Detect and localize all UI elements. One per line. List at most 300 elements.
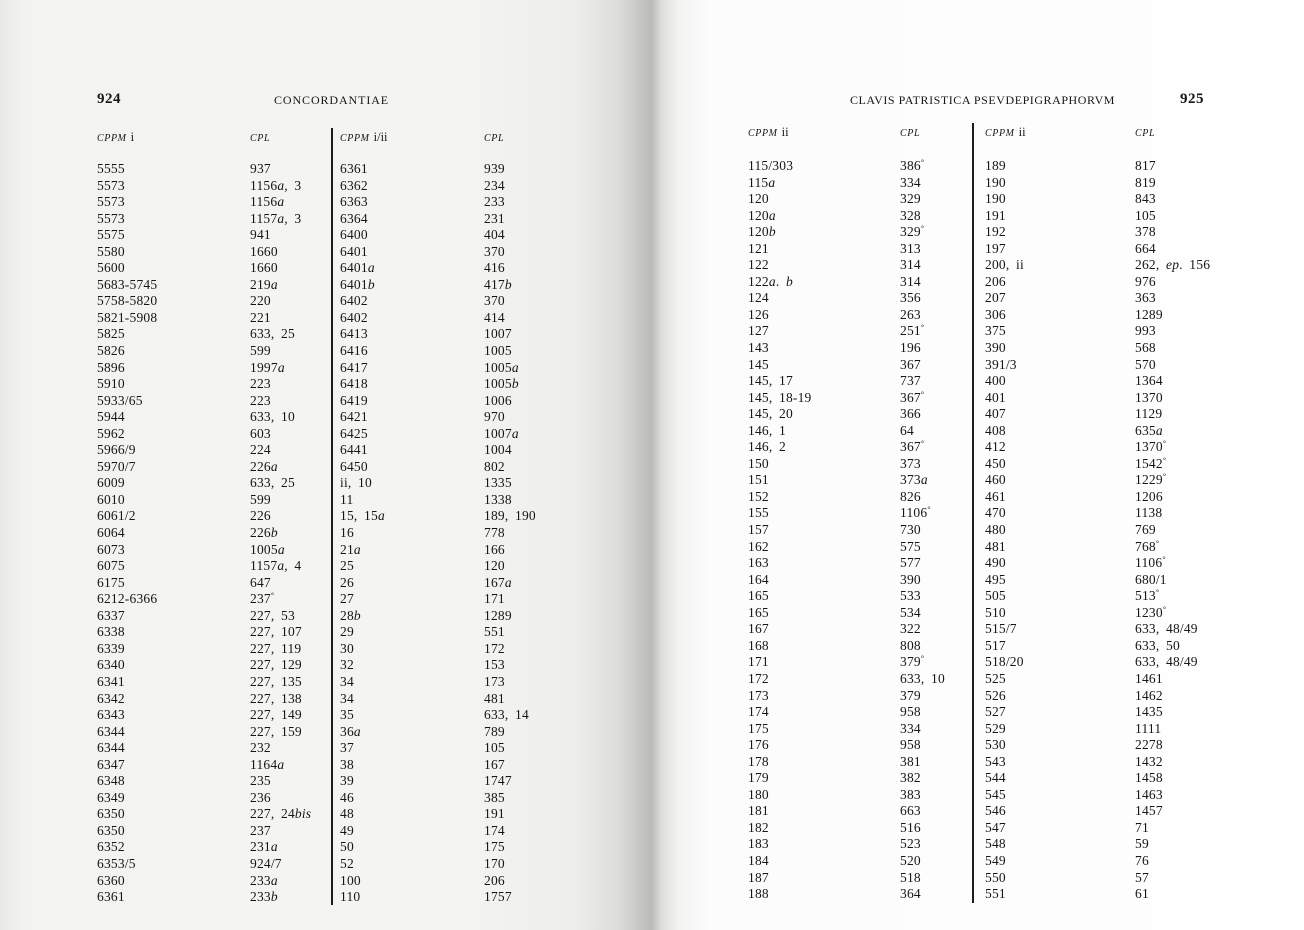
table-cell: 817	[1135, 158, 1156, 173]
table-cell: 236	[250, 789, 271, 805]
table-cell: 547	[985, 819, 1006, 835]
table-cell: 227, 138	[250, 690, 302, 706]
table-cell: 6413	[340, 326, 368, 342]
table-cell: 57	[1135, 869, 1149, 885]
table-cell: 470	[985, 505, 1006, 521]
cell-list	[900, 158, 945, 903]
table-cell: 165	[748, 604, 769, 620]
table-cell: 183	[748, 836, 769, 852]
table-cell: 6350	[97, 822, 125, 838]
table-cell: 175	[484, 839, 505, 855]
table-cell: 153	[484, 657, 505, 673]
table-cell: 1432	[1135, 753, 1163, 769]
table-cell: 633, 50	[1135, 637, 1180, 653]
table-cell: 664	[1135, 240, 1156, 256]
table-cell: 170	[484, 855, 505, 871]
header-suffix: i/ii	[373, 130, 388, 144]
header-suffix: i	[130, 130, 135, 144]
column-cppm-ii	[748, 124, 812, 903]
table-cell: 227, 129	[250, 657, 302, 673]
table-cell: 233a	[250, 872, 278, 888]
cell-list	[250, 161, 311, 906]
table-cell: 1462	[1135, 687, 1163, 703]
table-cell: 262, ep. 156	[1135, 257, 1211, 273]
table-cell: 6344	[97, 723, 125, 739]
table-cell: 176	[748, 737, 769, 753]
table-cell: 190	[985, 174, 1006, 190]
table-cell: 5944	[97, 409, 125, 425]
table-cell: 187	[748, 869, 769, 885]
table-cell: 5575	[97, 227, 125, 243]
table-cell: 1997a	[250, 359, 285, 375]
table-cell: 237°	[250, 591, 275, 607]
table-cell: 6402	[340, 309, 368, 325]
table-cell: 769	[1135, 522, 1156, 538]
table-cell: 513°	[1135, 588, 1160, 604]
table-cell: 306	[985, 306, 1006, 322]
table-cell: 178	[748, 753, 769, 769]
table-cell: 6362	[340, 177, 368, 193]
table-cell: 1747	[484, 773, 512, 789]
table-cell: 6353/5	[97, 855, 136, 871]
table-cell: 226	[250, 508, 271, 524]
table-cell: 525	[985, 670, 1006, 686]
table-cell: 145, 17	[748, 373, 793, 389]
table-cell: 50	[340, 839, 354, 855]
table-cell: 35	[340, 707, 354, 723]
table-cell: 6401b	[340, 276, 375, 292]
column-divider	[972, 123, 974, 903]
table-cell: 191	[484, 806, 505, 822]
table-cell: 6363	[340, 194, 368, 210]
table-cell: 401	[985, 389, 1006, 405]
table-cell: 21a	[340, 541, 361, 557]
table-cell: 577	[900, 555, 921, 571]
cell-list	[1135, 158, 1210, 903]
table-cell: 1335	[484, 475, 512, 491]
table-cell: 417b	[484, 276, 512, 292]
table-cell: 480	[985, 522, 1006, 538]
column-cppm-i	[97, 129, 157, 906]
table-cell: 227, 135	[250, 673, 302, 689]
table-cell: 529	[985, 720, 1006, 736]
table-cell: 976	[1135, 273, 1156, 289]
table-cell: 383	[900, 786, 921, 802]
header-abbr: CPPM	[985, 128, 1015, 139]
table-cell: 6364	[340, 210, 368, 226]
header-abbr: CPPM	[340, 133, 370, 144]
table-cell: 516	[900, 819, 921, 835]
table-cell: 6419	[340, 392, 368, 408]
table-cell: 6425	[340, 425, 368, 441]
table-cell: 220	[250, 293, 271, 309]
table-cell: 2278	[1135, 737, 1163, 753]
table-cell: 1757	[484, 889, 512, 905]
table-cell: 232	[250, 740, 271, 756]
table-cell: 5826	[97, 343, 125, 359]
table-cell: 1111	[1135, 720, 1162, 736]
table-cell: 30	[340, 640, 354, 656]
header-abbr: CPL	[1135, 128, 1156, 139]
table-cell: 76	[1135, 852, 1149, 868]
table-cell: 575	[900, 538, 921, 554]
table-cell: 5962	[97, 425, 125, 441]
table-cell: 363	[1135, 290, 1156, 306]
table-cell: 958	[900, 704, 921, 720]
table-cell: 162	[748, 538, 769, 554]
table-cell: 174	[484, 822, 505, 838]
table-cell: 15, 15a	[340, 508, 385, 524]
table-cell: 370	[484, 243, 505, 259]
table-cell: 6402	[340, 293, 368, 309]
cell-list	[340, 161, 388, 906]
table-cell: 633, 10	[900, 670, 945, 686]
table-cell: 207	[985, 290, 1006, 306]
table-cell: 334	[900, 720, 921, 736]
table-cell: 633, 48/49	[1135, 654, 1198, 670]
table-cell: 182	[748, 819, 769, 835]
table-cell: 5573	[97, 210, 125, 226]
table-cell: 190	[985, 191, 1006, 207]
table-cell: 206	[484, 872, 505, 888]
table-cell: 937	[250, 161, 271, 176]
table-cell: 100	[340, 872, 361, 888]
table-cell: 550	[985, 869, 1006, 885]
table-cell: 533	[900, 588, 921, 604]
table-cell: 6421	[340, 409, 368, 425]
table-cell: 802	[484, 458, 505, 474]
table-cell: 843	[1135, 191, 1156, 207]
table-cell: 1289	[484, 607, 512, 623]
column-cpl	[484, 129, 536, 906]
table-cell: 1157a, 3	[250, 210, 302, 226]
header-suffix: ii	[781, 125, 789, 139]
table-cell: 152	[748, 488, 769, 504]
column-cppm-i-ii	[340, 129, 388, 906]
table-cell: 38	[340, 756, 354, 772]
table-cell: 39	[340, 773, 354, 789]
table-cell: 313	[900, 240, 921, 256]
table-cell: 1007	[484, 326, 512, 342]
table-cell: 1106°	[1135, 555, 1166, 571]
table-cell: 322	[900, 621, 921, 637]
table-cell: 523	[900, 836, 921, 852]
table-cell: 226a	[250, 458, 278, 474]
table-cell: 599	[250, 343, 271, 359]
table-cell: 924/7	[250, 855, 282, 871]
table-cell: 26	[340, 574, 354, 590]
table-cell: 188	[748, 886, 769, 902]
table-cell: 6338	[97, 624, 125, 640]
header-abbr: CPPM	[748, 128, 778, 139]
table-cell: 382	[900, 770, 921, 786]
table-cell: 386°	[900, 158, 925, 173]
table-cell: 105	[1135, 207, 1156, 223]
table-cell: 534	[900, 604, 921, 620]
table-cell: 1229°	[1135, 472, 1167, 488]
table-cell: 6360	[97, 872, 125, 888]
table-cell: 115/303	[748, 158, 794, 173]
right-page	[652, 0, 1304, 930]
table-cell: 548	[985, 836, 1006, 852]
table-cell: 196	[900, 340, 921, 356]
running-head: CONCORDANTIAE	[274, 93, 390, 107]
table-cell: 48	[340, 806, 354, 822]
table-cell: 5821-5908	[97, 309, 158, 325]
table-cell: 146, 1	[748, 422, 786, 438]
table-cell: 329°	[900, 224, 925, 240]
table-cell: 1660	[250, 243, 278, 259]
table-cell: 1660	[250, 260, 278, 276]
table-cell: 334	[900, 174, 921, 190]
table-cell: 219a	[250, 276, 278, 292]
table-cell: 6348	[97, 773, 125, 789]
header-abbr: CPPM	[97, 133, 127, 144]
table-cell: 1461	[1135, 670, 1163, 686]
table-cell: 1006	[484, 392, 512, 408]
table-cell: 226b	[250, 525, 278, 541]
table-cell: 5896	[97, 359, 125, 375]
table-cell: 29	[340, 624, 354, 640]
table-cell: 227, 149	[250, 707, 302, 723]
column-cpl	[250, 129, 311, 906]
table-cell: 179	[748, 770, 769, 786]
table-cell: 157	[748, 522, 769, 538]
table-cell: 543	[985, 753, 1006, 769]
table-cell: 168	[748, 637, 769, 653]
table-cell: 25	[340, 558, 354, 574]
table-cell: 223	[250, 392, 271, 408]
table-cell: 227, 53	[250, 607, 295, 623]
table-cell: 6344	[97, 740, 125, 756]
table-cell: 6441	[340, 442, 368, 458]
table-cell: 1157a, 4	[250, 558, 302, 574]
table-cell: 390	[985, 340, 1006, 356]
table-cell: 939	[484, 161, 505, 176]
table-cell: 1007a	[484, 425, 519, 441]
table-cell: 6416	[340, 343, 368, 359]
table-cell: 184	[748, 852, 769, 868]
table-cell: 231	[484, 210, 505, 226]
table-cell: 603	[250, 425, 271, 441]
table-cell: 1005a	[484, 359, 519, 375]
table-cell: 180	[748, 786, 769, 802]
table-cell: 61	[1135, 886, 1149, 902]
table-cell: 145, 18-19	[748, 389, 812, 405]
table-cell: 993	[1135, 323, 1156, 339]
table-cell: 1206	[1135, 488, 1163, 504]
table-cell: 481	[985, 538, 1006, 554]
table-cell: 6350	[97, 806, 125, 822]
table-cell: 633, 48/49	[1135, 621, 1198, 637]
table-cell: 120a	[748, 207, 776, 223]
table-cell: ii, 10	[340, 475, 372, 491]
table-cell: 314	[900, 257, 921, 273]
table-cell: 941	[250, 227, 271, 243]
table-cell: 71	[1135, 819, 1149, 835]
table-cell: 414	[484, 309, 505, 325]
table-cell: 416	[484, 260, 505, 276]
column-header	[340, 129, 388, 145]
table-cell: 234	[484, 177, 505, 193]
table-cell: 6352	[97, 839, 125, 855]
cell-list	[484, 161, 536, 906]
table-cell: 126	[748, 306, 769, 322]
table-cell: 5910	[97, 376, 125, 392]
table-cell: 6341	[97, 673, 125, 689]
table-cell: 49	[340, 822, 354, 838]
header-abbr: CPL	[250, 133, 271, 144]
table-cell: 481	[484, 690, 505, 706]
table-cell: 517	[985, 637, 1006, 653]
table-cell: 356	[900, 290, 921, 306]
table-cell: 518/20	[985, 654, 1024, 670]
table-cell: 1005a	[250, 541, 285, 557]
cell-list	[748, 158, 812, 903]
header-suffix: ii	[1018, 125, 1026, 139]
table-cell: 163	[748, 555, 769, 571]
table-cell: 461	[985, 488, 1006, 504]
table-cell: 551	[484, 624, 505, 640]
table-cell: 6450	[340, 458, 368, 474]
table-cell: 367°	[900, 389, 925, 405]
table-cell: 549	[985, 852, 1006, 868]
table-cell: 1156a	[250, 194, 285, 210]
column-cpl	[900, 124, 945, 903]
table-cell: 490	[985, 555, 1006, 571]
table-cell: 379°	[900, 654, 925, 670]
table-cell: 52	[340, 855, 354, 871]
table-cell: 1106°	[900, 505, 931, 521]
table-cell: 633, 10	[250, 409, 295, 425]
table-cell: 364	[900, 886, 921, 902]
table-cell: 546	[985, 803, 1006, 819]
table-cell: 366	[900, 406, 921, 422]
table-cell: 568	[1135, 340, 1156, 356]
table-cell: 120	[484, 558, 505, 574]
table-cell: 5825	[97, 326, 125, 342]
table-cell: 221	[250, 309, 271, 325]
table-cell: 36a	[340, 723, 361, 739]
table-cell: 1005b	[484, 376, 519, 392]
table-cell: 819	[1135, 174, 1156, 190]
table-cell: 6337	[97, 607, 125, 623]
table-cell: 599	[250, 491, 271, 507]
table-cell: 227, 24bis	[250, 806, 312, 822]
table-cell: 121	[748, 240, 769, 256]
table-cell: 518	[900, 869, 921, 885]
page-number: 924	[97, 91, 121, 107]
table-cell: 28b	[340, 607, 361, 623]
table-cell: 633, 14	[484, 707, 529, 723]
table-cell: 233	[484, 194, 505, 210]
table-cell: 171	[484, 591, 505, 607]
table-cell: 34	[340, 690, 354, 706]
table-cell: 127	[748, 323, 769, 339]
table-cell: 6401	[340, 243, 368, 259]
table-cell: 122	[748, 257, 769, 273]
table-cell: 16	[340, 525, 354, 541]
table-cell: 166	[484, 541, 505, 557]
table-cell: 1364	[1135, 373, 1163, 389]
table-cell: 495	[985, 571, 1006, 587]
table-cell: 808	[900, 637, 921, 653]
table-cell: 164	[748, 571, 769, 587]
table-cell: 633, 25	[250, 475, 295, 491]
table-cell: 1458	[1135, 770, 1163, 786]
cell-list	[97, 161, 157, 906]
table-cell: 373	[900, 455, 921, 471]
table-cell: 1289	[1135, 306, 1163, 322]
table-cell: 385	[484, 789, 505, 805]
table-cell: 510	[985, 604, 1006, 620]
table-cell: 826	[900, 488, 921, 504]
table-cell: 5580	[97, 243, 125, 259]
table-cell: 1138	[1135, 505, 1163, 521]
table-cell: 6339	[97, 640, 125, 656]
table-cell: 6361	[340, 161, 368, 176]
table-cell: 27	[340, 591, 354, 607]
table-cell: 551	[985, 886, 1006, 902]
table-cell: 404	[484, 227, 505, 243]
table-cell: 227, 107	[250, 624, 302, 640]
table-cell: 174	[748, 704, 769, 720]
table-cell: 224	[250, 442, 271, 458]
table-cell: 155	[748, 505, 769, 521]
table-cell: 391/3	[985, 356, 1017, 372]
table-cell: 145	[748, 356, 769, 372]
table-cell: 6175	[97, 574, 125, 590]
table-cell: 545	[985, 786, 1006, 802]
table-cell: 1463	[1135, 786, 1163, 802]
column-cpl	[1135, 124, 1210, 903]
table-cell: 450	[985, 455, 1006, 471]
table-cell: 6009	[97, 475, 125, 491]
table-cell: 6342	[97, 690, 125, 706]
table-cell: 1156a, 3	[250, 177, 302, 193]
header-abbr: CPL	[900, 128, 921, 139]
table-cell: 200, ii	[985, 257, 1024, 273]
table-cell: 143	[748, 340, 769, 356]
table-cell: 378	[1135, 224, 1156, 240]
table-cell: 173	[484, 673, 505, 689]
table-cell: 635a	[1135, 422, 1163, 438]
table-cell: 505	[985, 588, 1006, 604]
table-cell: 5600	[97, 260, 125, 276]
table-cell: 105	[484, 740, 505, 756]
table-cell: 1005	[484, 343, 512, 359]
column-header	[900, 124, 945, 140]
table-cell: 737	[900, 373, 921, 389]
table-cell: 64	[900, 422, 914, 438]
table-cell: 5573	[97, 177, 125, 193]
column-divider	[331, 128, 333, 905]
table-cell: 570	[1135, 356, 1156, 372]
table-cell: 233b	[250, 889, 278, 905]
table-cell: 970	[484, 409, 505, 425]
table-cell: 165	[748, 588, 769, 604]
column-cppm-ii	[985, 124, 1026, 903]
table-cell: 5573	[97, 194, 125, 210]
table-cell: 227, 119	[250, 640, 302, 656]
table-cell: 206	[985, 273, 1006, 289]
table-cell: 1004	[484, 442, 512, 458]
table-cell: 46	[340, 789, 354, 805]
table-cell: 151	[748, 472, 769, 488]
table-cell: 1230°	[1135, 604, 1167, 620]
table-cell: 515/7	[985, 621, 1017, 637]
table-cell: 6418	[340, 376, 368, 392]
